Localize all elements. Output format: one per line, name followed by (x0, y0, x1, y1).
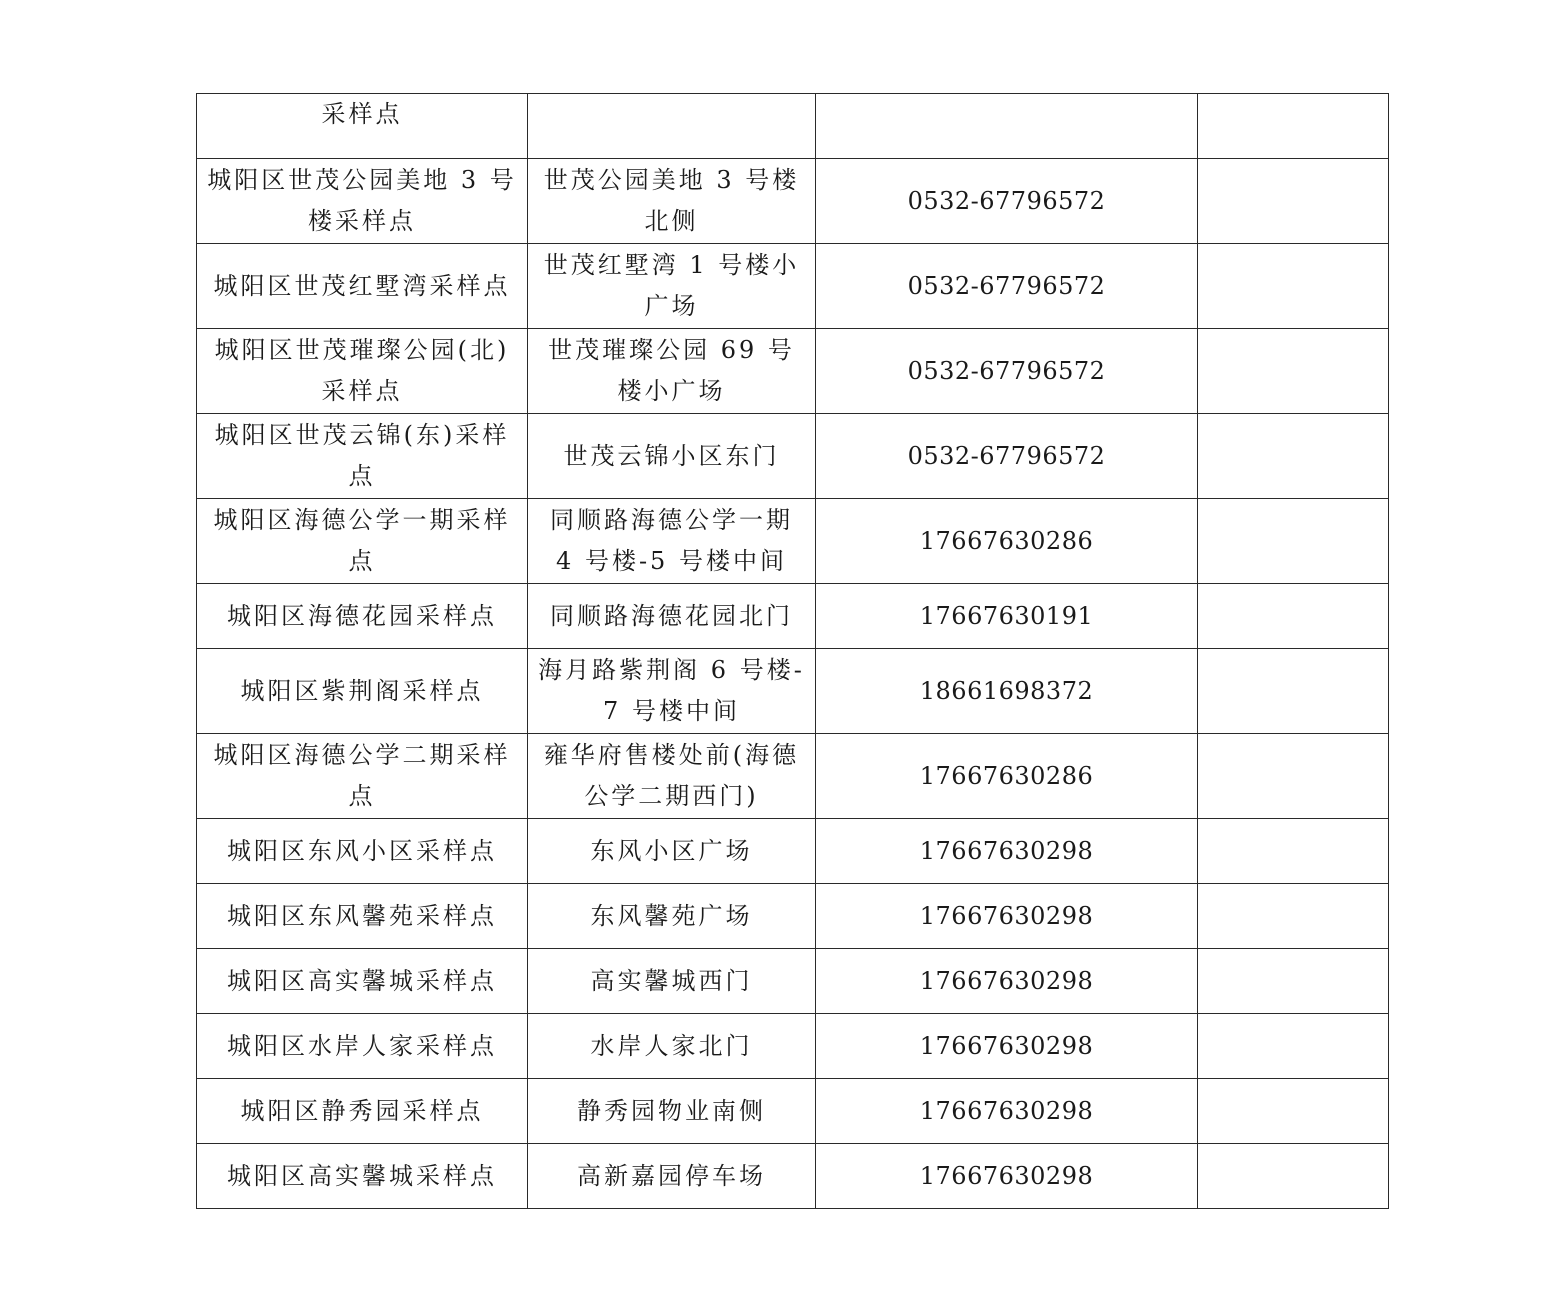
site-phone-cell: 17667630298 (816, 949, 1198, 1014)
site-phone-cell: 17667630298 (816, 884, 1198, 949)
site-name-cell: 城阳区海德花园采样点 (197, 584, 528, 649)
site-note-cell (1198, 584, 1389, 649)
table-row (197, 1144, 1389, 1209)
site-name-cell: 城阳区世茂公园美地 3 号楼采样点 (197, 159, 528, 244)
table-row (197, 734, 1389, 819)
table-row (197, 329, 1389, 414)
table-row (197, 949, 1389, 1014)
site-phone-cell (816, 94, 1198, 159)
site-note-cell (1198, 499, 1389, 584)
site-address-cell: 东风馨苑广场 (528, 884, 816, 949)
site-name-cell: 城阳区海德公学二期采样点 (197, 734, 528, 819)
site-phone-cell: 17667630298 (816, 1014, 1198, 1079)
site-note-cell (1198, 819, 1389, 884)
table-row (197, 244, 1389, 329)
site-note-cell (1198, 1014, 1389, 1079)
site-note-cell (1198, 884, 1389, 949)
site-phone-cell: 18661698372 (816, 649, 1198, 734)
site-address-cell: 静秀园物业南侧 (528, 1079, 816, 1144)
site-name-cell: 城阳区世茂璀璨公园(北)采样点 (197, 329, 528, 414)
site-phone-cell: 0532-67796572 (816, 244, 1198, 329)
site-address-cell: 同顺路海德公学一期 4 号楼-5 号楼中间 (528, 499, 816, 584)
site-address-cell: 高新嘉园停车场 (528, 1144, 816, 1209)
site-phone-cell: 17667630286 (816, 499, 1198, 584)
site-name-cell: 城阳区静秀园采样点 (197, 1079, 528, 1144)
site-address-cell: 海月路紫荆阁 6 号楼-7 号楼中间 (528, 649, 816, 734)
site-address-cell: 水岸人家北门 (528, 1014, 816, 1079)
site-note-cell (1198, 244, 1389, 329)
table-row (197, 159, 1389, 244)
site-address-cell: 东风小区广场 (528, 819, 816, 884)
site-address-cell: 世茂公园美地 3 号楼北侧 (528, 159, 816, 244)
site-phone-cell: 0532-67796572 (816, 414, 1198, 499)
table-row (197, 584, 1389, 649)
site-address-cell: 雍华府售楼处前(海德公学二期西门) (528, 734, 816, 819)
site-note-cell (1198, 329, 1389, 414)
site-note-cell (1198, 94, 1389, 159)
site-phone-cell: 0532-67796572 (816, 159, 1198, 244)
site-address-cell: 世茂璀璨公园 69 号楼小广场 (528, 329, 816, 414)
site-name-cell: 城阳区东风馨苑采样点 (197, 884, 528, 949)
table-row (197, 884, 1389, 949)
table-row (197, 649, 1389, 734)
site-address-cell: 世茂红墅湾 1 号楼小广场 (528, 244, 816, 329)
table-row (197, 414, 1389, 499)
table-row (197, 499, 1389, 584)
site-name-cell: 采样点 (197, 94, 528, 159)
site-address-cell: 高实馨城西门 (528, 949, 816, 1014)
site-name-cell: 城阳区世茂红墅湾采样点 (197, 244, 528, 329)
table-row (197, 1079, 1389, 1144)
site-note-cell (1198, 159, 1389, 244)
site-name-cell: 城阳区水岸人家采样点 (197, 1014, 528, 1079)
site-phone-cell: 17667630298 (816, 1144, 1198, 1209)
site-note-cell (1198, 414, 1389, 499)
document-page (196, 93, 1388, 1209)
site-phone-cell: 17667630191 (816, 584, 1198, 649)
site-note-cell (1198, 949, 1389, 1014)
site-note-cell (1198, 734, 1389, 819)
site-note-cell (1198, 649, 1389, 734)
site-address-cell: 同顺路海德花园北门 (528, 584, 816, 649)
site-name-cell: 城阳区世茂云锦(东)采样点 (197, 414, 528, 499)
site-name-cell: 城阳区高实馨城采样点 (197, 949, 528, 1014)
site-name-cell: 城阳区紫荆阁采样点 (197, 649, 528, 734)
table-row (197, 819, 1389, 884)
site-name-cell: 城阳区东风小区采样点 (197, 819, 528, 884)
site-phone-cell: 0532-67796572 (816, 329, 1198, 414)
site-name-cell: 城阳区海德公学一期采样点 (197, 499, 528, 584)
site-address-cell (528, 94, 816, 159)
site-note-cell (1198, 1144, 1389, 1209)
sampling-sites-table (196, 93, 1389, 1209)
site-note-cell (1198, 1079, 1389, 1144)
site-phone-cell: 17667630298 (816, 819, 1198, 884)
site-address-cell: 世茂云锦小区东门 (528, 414, 816, 499)
table-row (197, 94, 1389, 159)
site-phone-cell: 17667630298 (816, 1079, 1198, 1144)
site-phone-cell: 17667630286 (816, 734, 1198, 819)
table-row (197, 1014, 1389, 1079)
site-name-cell: 城阳区高实馨城采样点 (197, 1144, 528, 1209)
